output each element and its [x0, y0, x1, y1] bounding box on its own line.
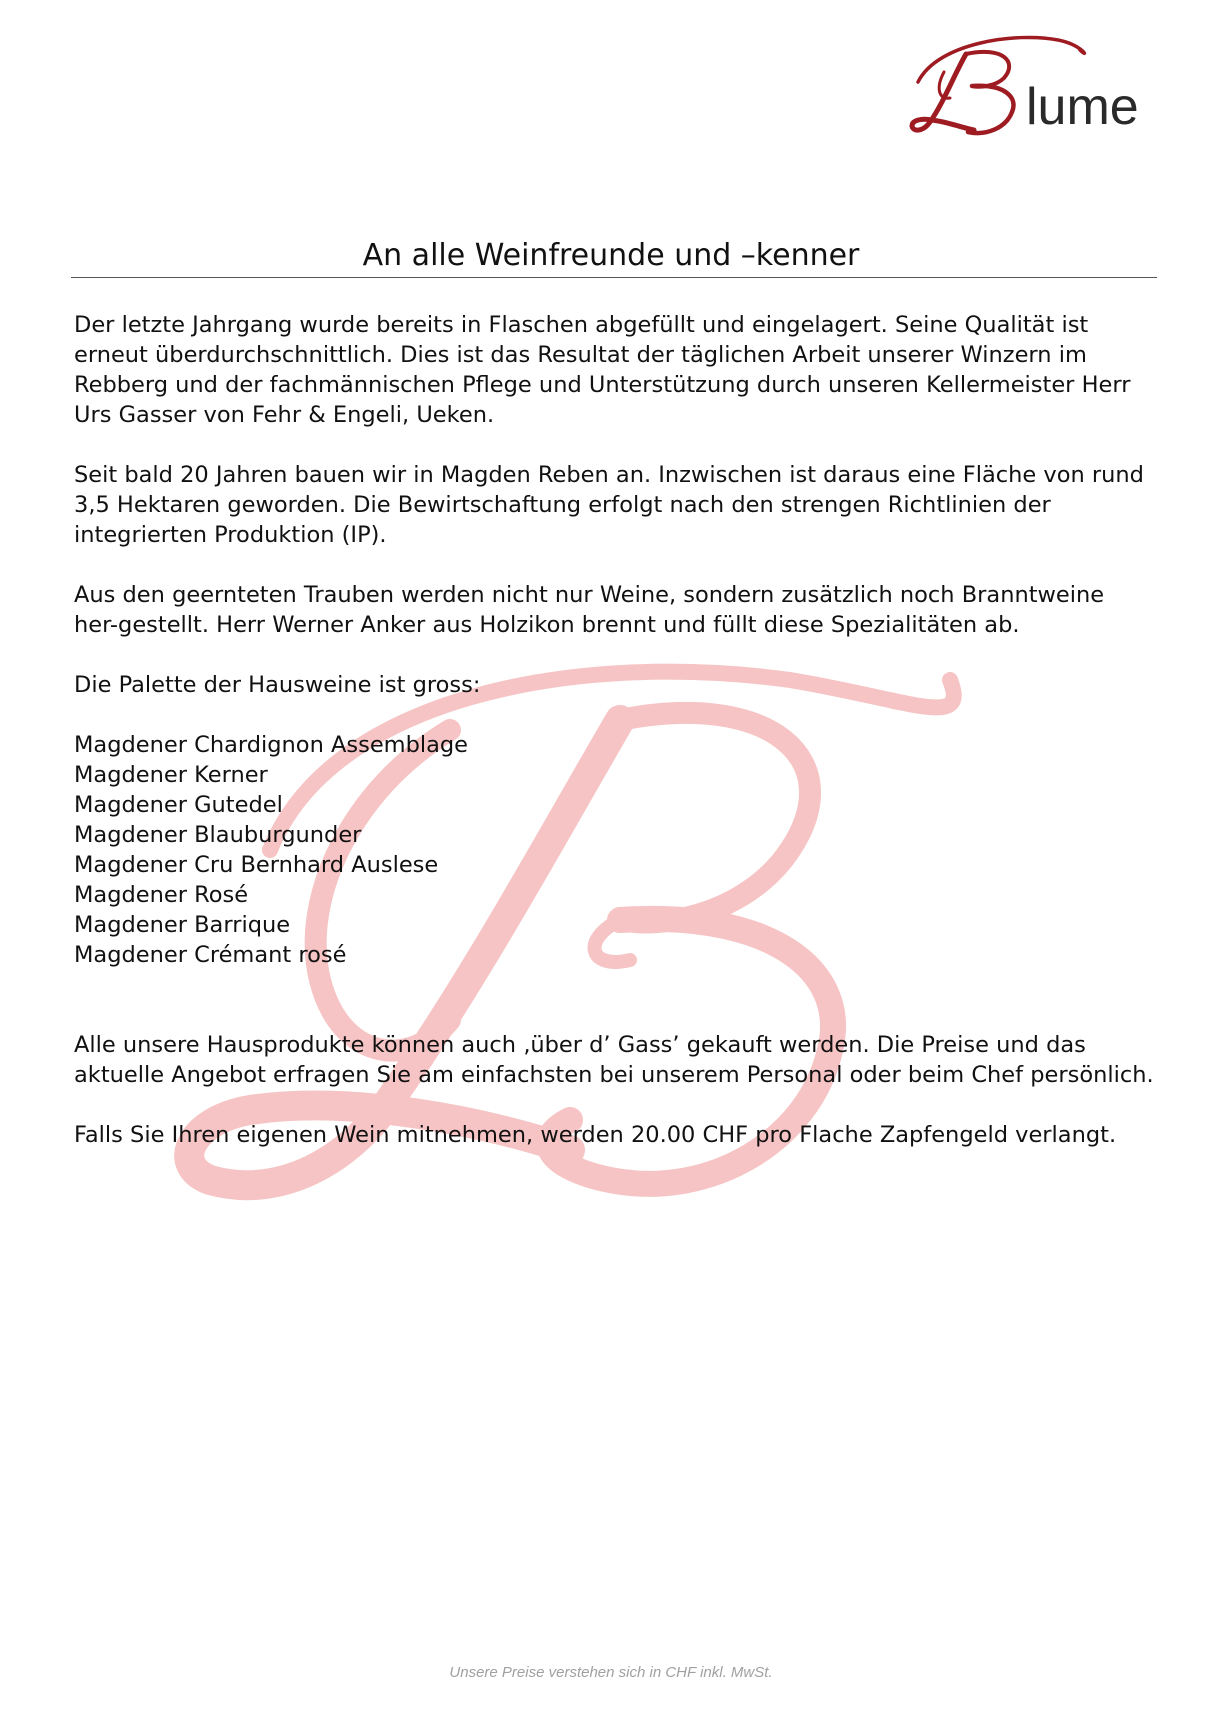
- price-footnote: Unsere Preise verstehen sich in CHF inkl. MwSt.: [449, 1664, 773, 1681]
- letter-body: [74, 310, 1154, 1150]
- wine-list-item: Magdener Blauburgunder: [74, 822, 362, 848]
- paragraph-history: Seit bald 20 Jahren bauen wir in Magden Reben an. Inzwischen ist daraus eine Fläche von rund 3,5 Hektaren geworden. Die Bewirtschaftung erfolgt nach den strengen Richtlinien der integrierten Produktion (IP).: [74, 462, 1144, 548]
- wine-list: [74, 730, 1154, 970]
- paragraph-corkage: Falls Sie Ihren eigenen Wein mitnehmen, werden 20.00 CHF pro Flache Zapfengeld verlangt.: [74, 1122, 1117, 1148]
- wine-list-item: Magdener Cru Bernhard Auslese: [74, 852, 439, 878]
- blume-logo: [908, 32, 1168, 142]
- page-title: An alle Weinfreunde und –kenner: [362, 238, 860, 273]
- paragraph-spirits: Aus den geernteten Trauben werden nicht nur Weine, sondern zusätzlich noch Branntweine her-gestellt. Herr Werner Anker aus Holzikon brennt und füllt diese Spezialitäten ab.: [74, 582, 1105, 638]
- wine-list-item: Magdener Barrique: [74, 912, 291, 938]
- paragraph-palette-intro: Die Palette der Hausweine ist gross:: [74, 672, 481, 698]
- wine-list-item: Magdener Crémant rosé: [74, 942, 347, 968]
- wine-list-item: Magdener Rosé: [74, 882, 249, 908]
- wine-list-item: Magdener Chardignon Assemblage: [74, 732, 469, 758]
- wine-list-item: Magdener Kerner: [74, 762, 268, 788]
- paragraph-purchase: Alle unsere Hausprodukte können auch ‚über d’ Gass’ gekauft werden. Die Preise und das aktuelle Angebot erfragen Sie am einfachsten bei unserem Personal oder beim Chef persönlich.: [74, 1032, 1154, 1088]
- title-divider: [71, 277, 1157, 278]
- logo-wordmark: lume: [1026, 78, 1139, 136]
- wine-list-item: Magdener Gutedel: [74, 792, 283, 818]
- paragraph-intro: Der letzte Jahrgang wurde bereits in Flaschen abgefüllt und eingelagert. Seine Qualität ist erneut überdurchschnittlich. Dies ist das Resultat der täglichen Arbeit unserer Winzern im Rebberg und der fachmännischen Pflege und Unterstützung durch unseren Kellermeister Herr Urs Gasser von Fehr & Engeli, Ueken.: [74, 312, 1131, 428]
